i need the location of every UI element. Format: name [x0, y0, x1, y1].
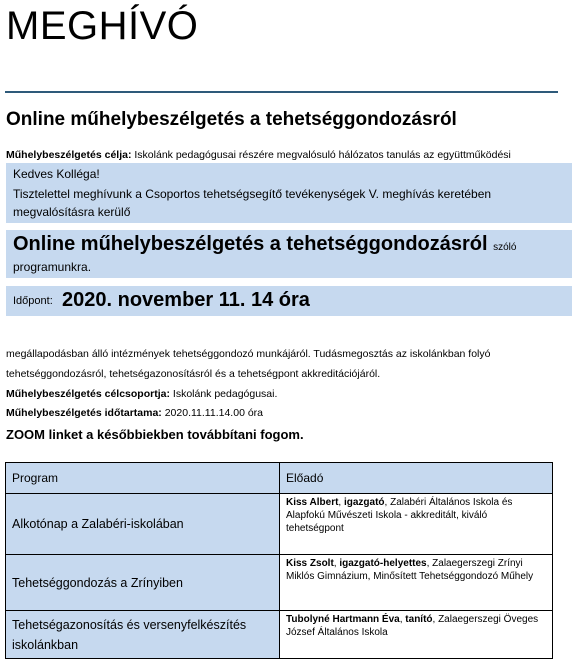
title-divider: [5, 91, 558, 93]
speaker-role: igazgató-helyettes: [339, 558, 427, 569]
event-title-text: Online műhelybeszélgetés a tehetséggondozásról: [13, 233, 488, 255]
speaker-separator: ,: [399, 614, 406, 625]
audience-line: [6, 387, 277, 401]
invitation-text-line1: Tisztelettel meghívunk a Csoportos tehetségsegítő tevékenységek V. meghívás keretében: [13, 187, 492, 201]
event-title-continuation: programunkra.: [13, 260, 92, 274]
date-value: 2020. november 11. 14 óra: [62, 289, 310, 311]
table-row: [6, 494, 553, 555]
audience-label: Műhelybeszélgetés célcsoportja:: [6, 388, 170, 400]
speaker-affiliation: , Zalaegerszegi Öveges József Általános Iskola: [286, 614, 539, 638]
speaker-affiliation: , Zalaegerszegi Zrínyi Miklós Gimnázium, Minősített Tehetséggondozó Műhely: [286, 558, 534, 582]
event-title: [13, 232, 516, 260]
section-heading: Online műhelybeszélgetés a tehetséggondozásról: [6, 109, 457, 130]
speaker-separator: ,: [338, 497, 344, 508]
description-line2: tehetséggondozásról, tehetségazonosításról és a tehetségpont akkreditációjáról.: [6, 368, 381, 380]
duration-text: 2020.11.11.14.00 óra: [164, 407, 263, 419]
speaker-name: Tubolyné Hartmann Éva: [286, 614, 400, 625]
table-row: [6, 555, 553, 611]
program-column-header: Program: [6, 463, 280, 494]
event-title-suffix: szóló: [493, 242, 517, 253]
purpose-text: Iskolánk pedagógusai részére megvalósuló hálózatos tanulás az együttműködési: [134, 149, 511, 161]
speaker-affiliation: , Zalabéri Általános Iskola és Alapfokú Művészeti Iskola - akkreditált, kiváló tehetségpont: [286, 497, 513, 534]
document-title: MEGHÍVÓ: [6, 4, 199, 48]
speaker-role: tanító: [405, 614, 433, 625]
program-table: [5, 462, 553, 659]
program-cell: Tehetséggondozás a Zrínyiben: [6, 555, 280, 611]
speaker-cell: [280, 494, 553, 555]
invitation-text-line2: megvalósításra kerülő: [13, 205, 131, 219]
date-label: Időpont:: [13, 295, 53, 307]
audience-text: Iskolánk pedagógusai.: [172, 388, 278, 400]
greeting-text: Kedves Kolléga!: [13, 167, 100, 181]
speaker-separator: ,: [333, 558, 340, 569]
zoom-note: ZOOM linket a későbbiekben továbbítani fogom.: [6, 427, 304, 442]
speaker-column-header: Előadó: [280, 463, 553, 494]
program-cell: Alkotónap a Zalabéri-iskolában: [6, 494, 280, 555]
speaker-name: Kiss Zsolt: [286, 558, 334, 569]
speaker-cell: [280, 555, 553, 611]
table-row: [6, 611, 553, 659]
description-line1: megállapodásban álló intézmények tehetséggondozó munkájáról. Tudásmegosztás az iskolánkban folyó: [6, 348, 491, 360]
duration-label: Műhelybeszélgetés időtartama:: [6, 407, 162, 419]
speaker-role: igazgató: [343, 497, 385, 508]
speaker-cell: [280, 611, 553, 659]
program-cell: Tehetségazonosítás és versenyfelkészítés iskolánkban: [6, 611, 280, 659]
duration-line: [6, 406, 263, 420]
purpose-label: Műhelybeszélgetés célja:: [6, 149, 132, 161]
speaker-name: Kiss Albert: [286, 497, 339, 508]
purpose-line: [6, 148, 511, 162]
table-header-row: [6, 463, 553, 494]
